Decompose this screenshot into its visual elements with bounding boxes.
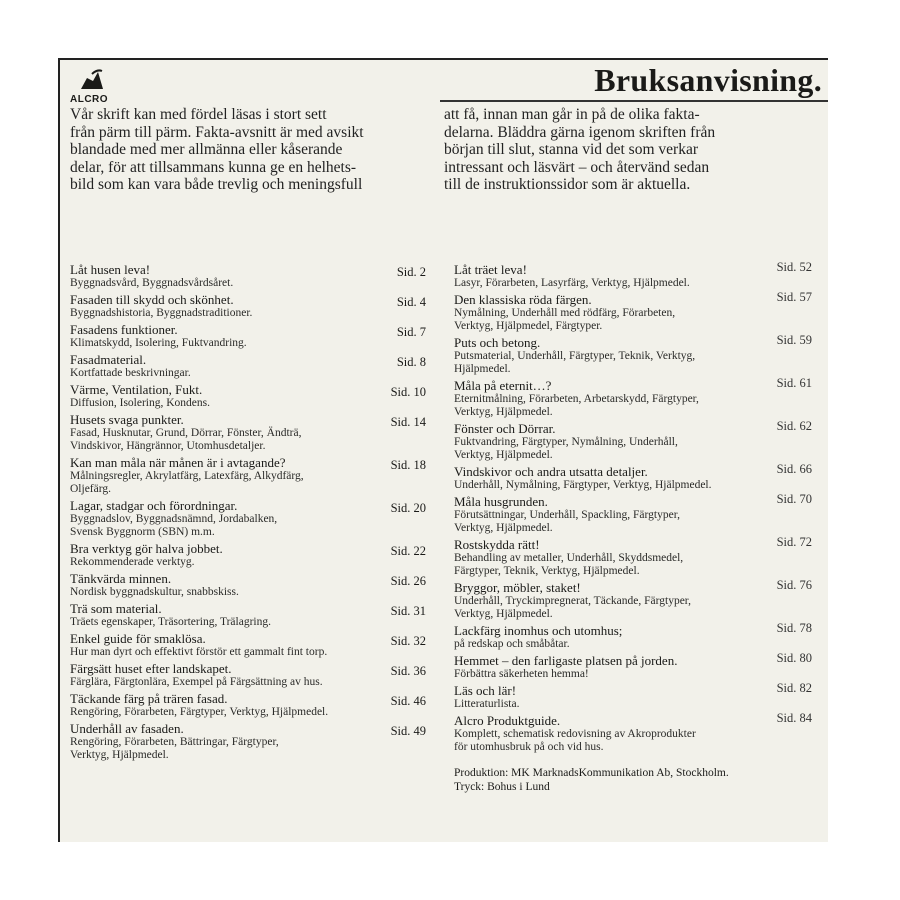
toc-page-number: Sid. 61 xyxy=(776,376,812,390)
toc-entry xyxy=(70,293,440,320)
toc-entry xyxy=(454,535,824,578)
toc-entry-title: Måla husgrunden. xyxy=(454,494,548,509)
toc-entry-subtitle: Hur man dyrt och effektivt förstör ett gammalt fint torp. xyxy=(70,646,328,658)
toc-entry xyxy=(70,632,440,659)
toc-page-number: Sid. 72 xyxy=(776,535,812,549)
toc-page-number: Sid. 49 xyxy=(390,724,426,738)
paint-can-icon xyxy=(78,68,106,92)
toc-entry-subtitle: Målningsregler, Akrylatfärg, Latexfärg, Alkydfärg, Oljefärg. xyxy=(70,470,304,495)
toc-page-number: Sid. 2 xyxy=(396,265,426,279)
toc-entry-subtitle: på redskap och småbåtar. xyxy=(454,638,570,650)
toc-entry xyxy=(454,260,824,290)
toc-page-number: Sid. 59 xyxy=(776,333,812,347)
toc-page-number: Sid. 7 xyxy=(396,325,426,339)
toc-entry-subtitle: Kortfattade beskrivningar. xyxy=(70,367,191,379)
toc-entry xyxy=(70,263,440,290)
table-of-contents-left xyxy=(70,263,440,765)
toc-entry-subtitle: Rekommenderade verktyg. xyxy=(70,556,195,568)
toc-entry-title: Måla på eternit…? xyxy=(454,378,552,393)
toc-page-number: Sid. 84 xyxy=(776,711,812,725)
toc-page-number: Sid. 4 xyxy=(396,295,426,309)
toc-entry xyxy=(454,333,824,376)
toc-entry xyxy=(70,323,440,350)
toc-entry-subtitle: Byggnadslov, Byggnadsnämnd, Jordabalken, Svensk Byggnorm (SBN) m.m. xyxy=(70,513,278,538)
toc-entry-subtitle: Underhåll, Nymålning, Färgtyper, Verktyg, Hjälpmedel. xyxy=(454,479,712,491)
alcro-logo xyxy=(70,68,116,110)
toc-page-number: Sid. 62 xyxy=(776,419,812,433)
toc-page-number: Sid. 8 xyxy=(396,355,426,369)
toc-page-number: Sid. 14 xyxy=(390,415,426,429)
toc-entry xyxy=(70,353,440,380)
toc-entry-subtitle: Klimatskydd, Isolering, Fuktvandring. xyxy=(70,337,247,349)
toc-entry xyxy=(70,572,440,599)
toc-entry-subtitle: Diffusion, Isolering, Kondens. xyxy=(70,397,211,409)
toc-entry-title: Vindskivor och andra utsatta detaljer. xyxy=(454,464,648,479)
toc-entry-subtitle: Träets egenskaper, Träsortering, Trälagring. xyxy=(70,616,271,628)
toc-page-number: Sid. 36 xyxy=(390,664,426,678)
toc-entry-title: Låt husen leva! xyxy=(70,262,151,277)
intro-text-right: att få, innan man går in på de olika fakta- delarna. Bläddra gärna igenom skriften från början till slut, stanna vid det som verkar intressant och läsvärt – och återvänd sedan till de instruktionssidor som är aktuella. xyxy=(444,106,716,193)
toc-entry-title: Fasaden till skydd och skönhet. xyxy=(70,292,234,307)
toc-entry-subtitle: Nymålning, Underhåll med rödfärg, Förarbeten, Verktyg, Hjälpmedel, Färgtyper. xyxy=(454,307,676,332)
table-of-contents-right xyxy=(454,260,824,794)
toc-entry-title: Färgsätt huset efter landskapet. xyxy=(70,661,232,676)
toc-entry-title: Fasadmaterial. xyxy=(70,352,147,367)
toc-entry xyxy=(70,602,440,629)
toc-entry-subtitle: Litteraturlista. xyxy=(454,698,520,710)
toc-page-number: Sid. 32 xyxy=(390,634,426,648)
toc-entry-subtitle: Putsmaterial, Underhåll, Färgtyper, Teknik, Verktyg, Hjälpmedel. xyxy=(454,350,696,375)
toc-entry xyxy=(454,651,824,681)
page-title: Bruksanvisning. xyxy=(594,62,822,98)
toc-page-number: Sid. 46 xyxy=(390,694,426,708)
toc-entry-title: Bra verktyg gör halva jobbet. xyxy=(70,541,223,556)
intro-text-left: Vår skrift kan med fördel läsas i stort sett från pärm till pärm. Fakta-avsnitt är med avsikt blandade med mer allmänna eller kåserande delar, för att tillsammans kunna ge en helhets- bild som kan vara både trevlig och meningsfull xyxy=(70,106,364,193)
toc-entry-subtitle: Rengöring, Förarbeten, Bättringar, Färgtyper, Verktyg, Hjälpmedel. xyxy=(70,736,279,761)
toc-entry-title: Enkel guide för smaklösa. xyxy=(70,631,206,646)
toc-entry-subtitle: Fuktvandring, Färgtyper, Nymålning, Underhåll, Verktyg, Hjälpmedel. xyxy=(454,436,678,461)
toc-entry xyxy=(454,290,824,333)
toc-entry xyxy=(70,662,440,689)
toc-entry-subtitle: Eternitmålning, Förarbeten, Arbetarskydd, Färgtyper, Verktyg, Hjälpmedel. xyxy=(454,393,699,418)
toc-page-number: Sid. 57 xyxy=(776,290,812,304)
toc-page-number: Sid. 82 xyxy=(776,681,812,695)
toc-entry-title: Täckande färg på trären fasad. xyxy=(70,691,228,706)
toc-entry-subtitle: Byggnadsvård, Byggnadsvårdsåret. xyxy=(70,277,234,289)
toc-entry xyxy=(70,456,440,496)
toc-entry-title: Rostskydda rätt! xyxy=(454,537,540,552)
toc-entry xyxy=(454,462,824,492)
toc-page-number: Sid. 66 xyxy=(776,462,812,476)
toc-page-number: Sid. 70 xyxy=(776,492,812,506)
toc-entry-title: Lagar, stadgar och förordningar. xyxy=(70,498,238,513)
toc-entry xyxy=(70,499,440,539)
toc-page-number: Sid. 22 xyxy=(390,544,426,558)
toc-entry-title: Den klassiska röda färgen. xyxy=(454,292,592,307)
toc-entry-subtitle: Färglära, Färgtonlära, Exempel på Färgsättning av hus. xyxy=(70,676,323,688)
toc-page-number: Sid. 80 xyxy=(776,651,812,665)
toc-entry-subtitle: Rengöring, Förarbeten, Färgtyper, Verktyg, Hjälpmedel. xyxy=(70,706,329,718)
toc-entry-subtitle: Förutsättningar, Underhåll, Spackling, Färgtyper, Verktyg, Hjälpmedel. xyxy=(454,509,680,534)
production-credits: Produktion: MK MarknadsKommunikation Ab, Stockholm. Tryck: Bohus i Lund xyxy=(454,767,729,793)
toc-entry xyxy=(454,578,824,621)
toc-entry xyxy=(70,542,440,569)
toc-page-number: Sid. 10 xyxy=(390,385,426,399)
toc-entry-title: Fasadens funktioner. xyxy=(70,322,178,337)
toc-entry-subtitle: Nordisk byggnadskultur, snabbskiss. xyxy=(70,586,239,598)
toc-entry-title: Puts och betong. xyxy=(454,335,541,350)
toc-entry xyxy=(70,413,440,453)
toc-entry-subtitle: Förbättra säkerheten hemma! xyxy=(454,668,589,680)
toc-page-number: Sid. 31 xyxy=(390,604,426,618)
toc-page-number: Sid. 26 xyxy=(390,574,426,588)
toc-entry xyxy=(454,492,824,535)
toc-entry xyxy=(454,621,824,651)
toc-page-number: Sid. 52 xyxy=(776,260,812,274)
toc-entry xyxy=(70,722,440,762)
toc-entry-title: Kan man måla när månen är i avtagande? xyxy=(70,455,286,470)
toc-page-number: Sid. 20 xyxy=(390,501,426,515)
toc-page-number: Sid. 78 xyxy=(776,621,812,635)
toc-page-number: Sid. 76 xyxy=(776,578,812,592)
toc-entry xyxy=(70,383,440,410)
toc-page-number: Sid. 18 xyxy=(390,458,426,472)
toc-entry-subtitle: Lasyr, Förarbeten, Lasyrfärg, Verktyg, Hjälpmedel. xyxy=(454,277,690,289)
toc-entry-subtitle: Komplett, schematisk redovisning av Akroprodukter för utomhusbruk på och vid hus. xyxy=(454,728,696,753)
toc-entry-subtitle: Fasad, Husknutar, Grund, Dörrar, Fönster, Ändträ, Vindskivor, Hängrännor, Utomhusdetaljer. xyxy=(70,427,302,452)
toc-entry-title: Husets svaga punkter. xyxy=(70,412,184,427)
toc-entry-title: Fönster och Dörrar. xyxy=(454,421,556,436)
toc-entry-title: Lackfärg inomhus och utomhus; xyxy=(454,623,623,638)
toc-entry xyxy=(70,692,440,719)
toc-entry-title: Alcro Produktguide. xyxy=(454,713,561,728)
toc-entry xyxy=(454,681,824,711)
toc-entry-title: Värme, Ventilation, Fukt. xyxy=(70,382,203,397)
toc-entry-title: Underhåll av fasaden. xyxy=(70,721,184,736)
toc-entry-title: Bryggor, möbler, staket! xyxy=(454,580,581,595)
toc-entry-title: Trä som material. xyxy=(70,601,162,616)
document-page xyxy=(58,58,828,842)
toc-entry xyxy=(454,711,824,754)
toc-entry-subtitle: Underhåll, Tryckimpregnerat, Täckande, Färgtyper, Verktyg, Hjälpmedel. xyxy=(454,595,692,620)
toc-entry-title: Läs och lär! xyxy=(454,683,517,698)
title-divider xyxy=(440,100,828,102)
toc-entry xyxy=(454,419,824,462)
toc-entry-title: Tänkvärda minnen. xyxy=(70,571,172,586)
toc-entry xyxy=(454,376,824,419)
logo-text: ALCRO xyxy=(70,94,109,105)
toc-entry-subtitle: Byggnadshistoria, Byggnadstraditioner. xyxy=(70,307,253,319)
toc-entry-title: Låt träet leva! xyxy=(454,262,527,277)
toc-entry-title: Hemmet – den farligaste platsen på jorden. xyxy=(454,653,678,668)
toc-entry-subtitle: Behandling av metaller, Underhåll, Skyddsmedel, Färgtyper, Teknik, Verktyg, Hjälpmedel. xyxy=(454,552,684,577)
